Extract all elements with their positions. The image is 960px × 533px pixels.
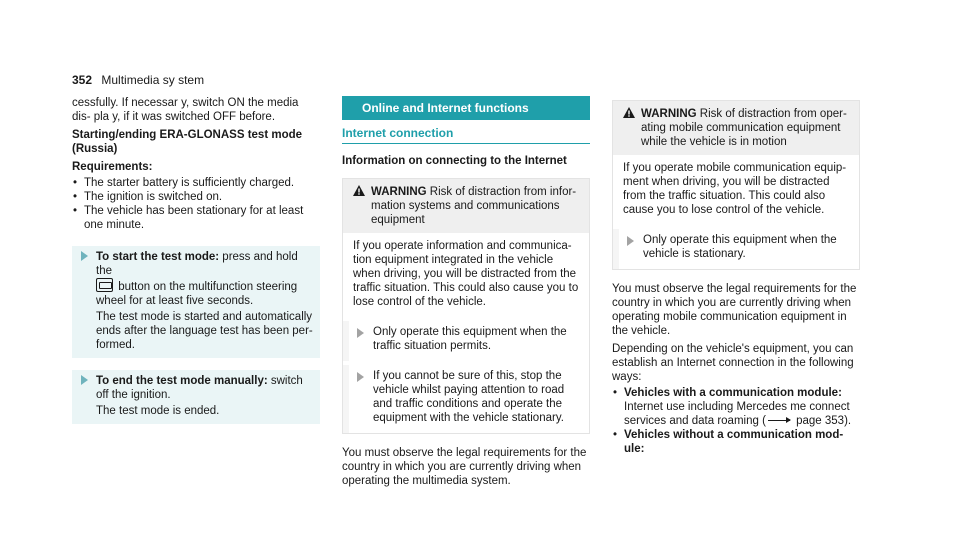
- page-link-arrow-icon[interactable]: [768, 420, 790, 421]
- column-left: [72, 96, 320, 428]
- step-end-test: [72, 370, 320, 424]
- arrow-right-icon: [357, 328, 364, 338]
- intro-text: cessfully. If necessar y, switch ON the media dis‐ pla y, if it was switched OFF before.: [72, 97, 299, 123]
- step-start-test: [72, 246, 320, 358]
- warning-body: If you operate mobile communication equip‐ ment when driving, you will be distracted from the traffic situation. This could also cause you to lose control of the vehicle.: [623, 162, 847, 216]
- warning-box: [612, 100, 860, 270]
- list-item: • Vehicles with a communication module: Internet use including Mercedes me connect services and data roaming ( page 353).: [624, 386, 860, 428]
- arrow-right-icon: [81, 251, 88, 261]
- warning-measure: If you cannot be sure of this, stop the vehicle whilst paying attention to road and traffic conditions and operate the equipment with the vehicle stationary.: [343, 365, 589, 433]
- page-number: 352: [72, 73, 93, 87]
- column-right: [612, 100, 860, 462]
- arrow-right-icon: [627, 236, 634, 246]
- warning-measure: Only operate this equipment when the traffic situation permits.: [343, 321, 589, 361]
- section-heading: Starting/ending ERA-GLONASS test mode (Russia): [72, 129, 303, 155]
- page-header: [72, 73, 204, 87]
- section-title: Multimedia sy stem: [101, 73, 205, 87]
- list-item: • The vehicle has been stationary for at least one minute.: [84, 204, 320, 232]
- paragraph: You must observe the legal requirements for the country in which you are currently driving when operating mobile communication equipment in the vehicle.: [612, 283, 857, 337]
- list-item: • The ignition is switched on.: [84, 190, 320, 204]
- warning-title: WARNING Risk of distraction from oper‐ ating mobile communication equipment while the vehicle is in motion: [641, 108, 847, 148]
- column-middle: [342, 96, 590, 490]
- connection-list: [612, 386, 860, 456]
- step-note: The test mode is started and automatically ends after the language test has been per‐ formed.: [96, 311, 313, 351]
- warning-triangle-icon: [623, 107, 635, 118]
- warning-body: If you operate information and communica‐ tion equipment integrated in the vehicle when driving, you will be distracted from the traffic situation. This could also cause you to lose control of the vehicle.: [353, 240, 579, 308]
- phone-end-button-icon: [96, 278, 113, 292]
- chapter-bar: Online and Internet functions: [342, 96, 590, 120]
- requirements-label: Requirements:: [72, 161, 153, 173]
- topic-heading: Information on connecting to the Internet: [342, 155, 567, 167]
- step-text: To end the test mode manually: switch off the ignition.: [96, 375, 303, 401]
- warning-triangle-icon: [353, 185, 365, 196]
- list-item: • The starter battery is sufficiently charged.: [84, 176, 320, 190]
- warning-measure: Only operate this equipment when the vehicle is stationary.: [613, 229, 859, 269]
- step-note: The test mode is ended.: [96, 405, 220, 417]
- paragraph: Depending on the vehicle's equipment, you can establish an Internet connection in the following ways:: [612, 343, 854, 383]
- paragraph: You must observe the legal requirements for the country in which you are currently driving when operating the multimedia system.: [342, 447, 587, 487]
- list-item: • Vehicles without a communication mod‐ ule:: [624, 428, 860, 456]
- warning-box: [342, 178, 590, 434]
- arrow-right-icon: [81, 375, 88, 385]
- requirements-list: [72, 176, 320, 232]
- subsection-heading: Internet connection: [342, 120, 590, 144]
- warning-title: WARNING Risk of distraction from infor‐ mation systems and communications equipment: [371, 186, 577, 226]
- arrow-right-icon: [357, 372, 364, 382]
- step-text: To start the test mode: press and hold the button on the multifunction steering wheel for at least five seconds.: [96, 251, 298, 307]
